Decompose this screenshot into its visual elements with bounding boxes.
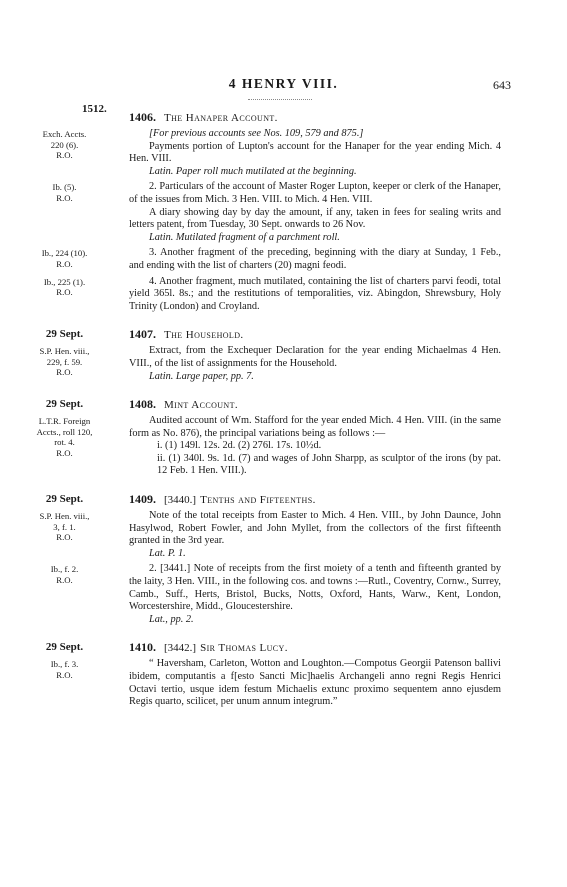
entry-number: 1407. bbox=[129, 327, 156, 342]
entry-block bbox=[0, 345, 567, 383]
entry-heading bbox=[129, 327, 501, 342]
entry-paragraph: [For previous accounts see Nos. 109, 579 and 875.] bbox=[149, 128, 364, 139]
entry-list-item: ii. (1) 340l. 9s. 1d. (7) and wages of John Sharpp, as sculptor of the irons (by pat. 12 Feb. 1 Hen. VIII.). bbox=[157, 452, 501, 477]
marginal-reference-line: R.O. bbox=[56, 258, 73, 269]
entry-title: Mint Account. bbox=[164, 399, 239, 412]
marginal-reference bbox=[0, 247, 129, 269]
entry-heading bbox=[129, 640, 501, 655]
entry-note: Lat. P. 1. bbox=[149, 547, 186, 559]
marginal-reference-line: rot. 4. bbox=[54, 437, 75, 448]
entry-paragraph: 2. [3441.] Note of receipts from the first moiety of a tenth and fifteenth granted by the laity, 3 Hen. VIII., in the following cos. and towns :—Rutl., Coventry, Cornw., Surrey, Camb., Suff., Herts, Bristol, Bucks, Notts, Oxford, Hants, Warw., Kent, London, Worcestershire, Midd., Gloucestershire. bbox=[129, 563, 501, 613]
entry-heading bbox=[129, 492, 501, 507]
header-rule bbox=[248, 99, 312, 100]
marginal-reference-line: Accts., roll 120, bbox=[36, 426, 93, 437]
entry-cross-reference: [3440.] bbox=[164, 494, 197, 507]
entry-heading bbox=[129, 110, 501, 125]
entry-text bbox=[129, 415, 501, 478]
entry-number: 1410. bbox=[129, 640, 156, 655]
entry-paragraph: “ Haversham, Carleton, Wotton and Loughton.—Compotus Georgii Patenson ballivi ibidem, computantis a f[esto Sancti Mic]haelis Archangeli anno regni Regis Henrici Octavi tertio, usque idem festum Michaelis extunc proximo sequentem anno ejusdem Regis quarto, scilicet, per unum annum integrum.” bbox=[129, 658, 501, 708]
marginal-reference-line: S.P. Hen. viii., bbox=[39, 346, 90, 357]
calendar-entry bbox=[0, 492, 567, 626]
entry-block bbox=[0, 276, 567, 314]
marginal-reference-line: R.O. bbox=[56, 192, 73, 203]
marginal-reference bbox=[0, 128, 129, 161]
entry-paragraph: 2. Particulars of the account of Master Roger Lupton, keeper or clerk of the Hanaper, of the issues from Mich. 3 Hen. VIII. to Mich. 4 Hen. VIII. bbox=[129, 181, 501, 205]
entry-text bbox=[129, 510, 501, 560]
entry-cross-reference: [3442.] bbox=[164, 642, 197, 655]
marginal-reference-line: Exch. Accts. bbox=[42, 129, 87, 139]
entry-heading-row bbox=[0, 110, 567, 125]
entry-text bbox=[129, 247, 501, 272]
entry-paragraph: Extract, from the Exchequer Declaration for the year ending Michaelmas 4 Hen. VIII., of the list of assignments for the Household. bbox=[129, 345, 501, 369]
marginal-reference-line: R.O. bbox=[56, 287, 73, 298]
entry-text bbox=[129, 658, 501, 708]
entry-paragraph: Payments portion of Lupton's account for the Hanaper for the year ending Mich. 4 Hen. VIII. bbox=[129, 140, 501, 165]
calendar-entry bbox=[0, 397, 567, 478]
entry-list-item: i. (1) 149l. 12s. 2d. (2) 276l. 17s. 10½d. bbox=[157, 440, 322, 452]
marginal-reference-line: 220 (6). bbox=[50, 139, 79, 150]
entry-paragraph: A diary showing day by day the amount, if any, taken in fees for sealing writs and letters patent, from Tuesday, 30 Sept. onwards to 26 Nov. bbox=[129, 206, 501, 231]
marginal-reference-line: Ib. (5). bbox=[52, 182, 77, 193]
entry-date: 29 Sept. bbox=[45, 641, 84, 654]
entry-date: 29 Sept. bbox=[45, 493, 84, 506]
calendar-entry bbox=[0, 640, 567, 708]
marginal-reference-line: Ib., 225 (1). bbox=[43, 276, 86, 287]
entry-block bbox=[0, 510, 567, 560]
entry-paragraph: Note of the total receipts from Easter to Mich. 4 Hen. VIII., by John Daunce, John Hasylwod, Robert Fowler, and John Myllet, from the collectors of the first fifteenth granted in the 3rd year. bbox=[129, 510, 501, 547]
marginal-reference bbox=[0, 345, 129, 378]
entry-title: Tenths and Fifteenths. bbox=[200, 494, 316, 507]
entry-text bbox=[129, 345, 501, 383]
marginal-reference-line: S.P. Hen. viii., bbox=[39, 511, 90, 522]
entry-title: Sir Thomas Lucy. bbox=[200, 642, 288, 655]
entry-text bbox=[129, 181, 501, 244]
entry-heading-row bbox=[0, 492, 567, 507]
entry-heading-row bbox=[0, 397, 567, 412]
entry-block bbox=[0, 247, 567, 272]
entry-paragraph: 3. Another fragment of the preceding, beginning with the diary at Sunday, 1 Feb., and ending with the list of charters (20) magni feodi. bbox=[129, 247, 501, 271]
calendar-entry bbox=[0, 110, 567, 313]
year-marker: 1512. bbox=[82, 103, 107, 115]
marginal-reference-line: R.O. bbox=[56, 150, 73, 160]
marginal-reference bbox=[0, 510, 129, 543]
entry-block bbox=[0, 563, 567, 626]
marginal-reference-line: R.O. bbox=[56, 447, 73, 458]
entry-heading-row bbox=[0, 327, 567, 342]
entry-text bbox=[129, 563, 501, 626]
marginal-reference-line: L.T.R. Foreign bbox=[38, 416, 91, 427]
marginal-reference bbox=[0, 563, 129, 585]
entry-date: 29 Sept. bbox=[45, 398, 84, 411]
entry-date: 29 Sept. bbox=[45, 328, 84, 341]
marginal-reference-line: R.O. bbox=[56, 532, 73, 543]
marginal-reference bbox=[0, 415, 129, 458]
marginal-reference-line: R.O. bbox=[56, 669, 73, 680]
entry-paragraph: Audited account of Wm. Stafford for the year ended Mich. 4 Hen. VIII. (in the same form as No. 876), the principal variations being as follows :— bbox=[129, 415, 501, 439]
marginal-reference-line: Ib., 224 (10). bbox=[41, 248, 88, 259]
entry-block bbox=[0, 181, 567, 244]
entry-number: 1409. bbox=[129, 492, 156, 507]
page-header bbox=[0, 76, 567, 96]
marginal-reference bbox=[0, 181, 129, 203]
entry-number: 1406. bbox=[129, 110, 156, 124]
entry-title: The Hanaper Account. bbox=[164, 112, 278, 124]
entry-block bbox=[0, 658, 567, 708]
entry-text bbox=[129, 276, 501, 314]
marginal-reference-line: 3, f. 1. bbox=[53, 521, 76, 532]
entry-block bbox=[0, 128, 567, 178]
marginal-reference bbox=[0, 276, 129, 298]
running-title: 4 HENRY VIII. bbox=[228, 76, 339, 91]
entry-note: Lat., pp. 2. bbox=[149, 613, 194, 625]
calendar-entries bbox=[0, 110, 567, 719]
marginal-reference-line: 229, f. 59. bbox=[46, 356, 83, 367]
entry-note: Latin. Mutilated fragment of a parchment roll. bbox=[149, 231, 340, 243]
marginal-reference-line: R.O. bbox=[56, 574, 73, 585]
entry-block bbox=[0, 415, 567, 478]
entry-number: 1408. bbox=[129, 397, 156, 412]
calendar-entry bbox=[0, 327, 567, 383]
entry-note: Latin. Large paper, pp. 7. bbox=[149, 370, 254, 382]
marginal-reference-line: R.O. bbox=[56, 367, 73, 378]
page-number: 643 bbox=[493, 78, 511, 92]
marginal-reference bbox=[0, 658, 129, 680]
entry-title: The Household. bbox=[164, 329, 244, 342]
entry-heading-row bbox=[0, 640, 567, 655]
marginal-reference-line: Ib., f. 2. bbox=[50, 564, 79, 575]
entry-text bbox=[129, 128, 501, 178]
entry-heading bbox=[129, 397, 501, 412]
entry-note: Latin. Paper roll much mutilated at the beginning. bbox=[149, 165, 357, 177]
marginal-reference-line: Ib., f. 3. bbox=[50, 659, 79, 670]
entry-paragraph: 4. Another fragment, much mutilated, containing the list of charters parvi feodi, total yield 365l. 8s.; and the restitutions of temporalities, viz. Abingdon, Shrewsbury, Holy Trinity (London) and Croyland. bbox=[129, 275, 501, 312]
